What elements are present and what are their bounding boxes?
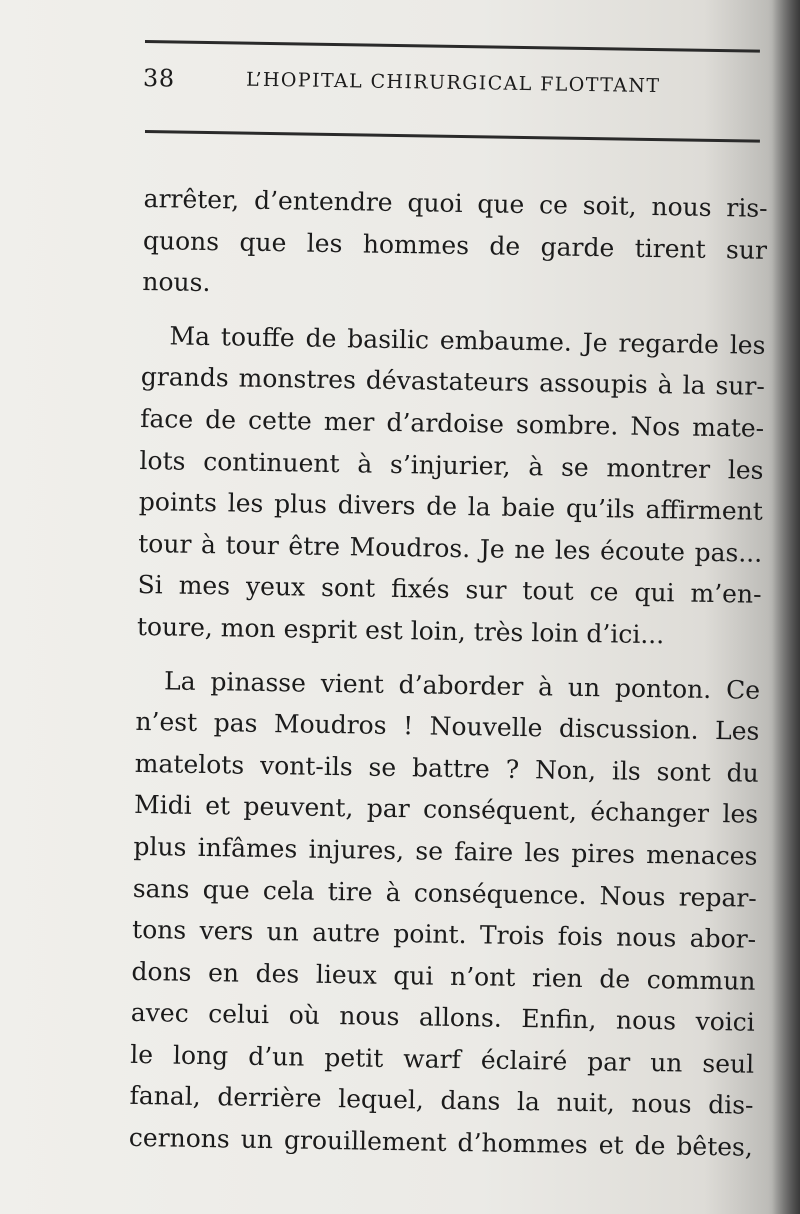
text-line: arrêter, d’entendre quoi que ce soit, nous ris- [143, 183, 768, 223]
page-header [143, 64, 773, 108]
text-line: points les plus divers de la baie qu’ils affirment [138, 487, 764, 526]
page-number: 38 [142, 64, 175, 93]
text-line: plus infâmes injures, se faire les pires menaces [133, 831, 758, 871]
text-line: avec celui où nous allons. Enfin, nous voici [130, 998, 756, 1037]
text-line: quons que les hommes de garde tirent sur [142, 225, 768, 265]
text-line: sans que cela tire à conséquence. Nous repar- [132, 873, 757, 913]
text-line: grands monstres dévastateurs assoupis à la sur- [140, 362, 766, 402]
text-line: lots continuent à s’injurier, à se montrer les [139, 445, 764, 485]
paragraph [142, 178, 768, 313]
text-line: fanal, derrière lequel, dans la nuit, nous dis- [129, 1081, 754, 1121]
text-line: La pinasse vient d’aborder à un ponton. Ce [163, 665, 761, 705]
paragraph [129, 659, 761, 1168]
header-rule-bottom [145, 130, 760, 143]
running-head: L’HOPITAL CHIRURGICAL FLOTTANT [245, 68, 661, 98]
text-line: tons vers un autre point. Trois fois nous abor- [131, 915, 757, 954]
text-line: Si mes yeux sont fixés sur tout ce qui m’en- [137, 570, 762, 610]
text-line: n’est pas Moudros ! Nouvelle discussion. Les [135, 707, 760, 746]
binding-shadow [772, 0, 800, 1214]
text-line: toure, mon esprit est loin, très loin d’ici... [136, 611, 665, 650]
paragraph [137, 315, 766, 658]
text-line: cernons un grouillement d’hommes et de bêtes, [128, 1122, 754, 1162]
text-line: Midi et peuvent, par conséquent, échanger les [133, 790, 759, 830]
body-text [129, 178, 768, 1168]
header-rule-top [145, 40, 760, 53]
text-line: Ma touffe de basilic embaume. Je regarde les [169, 321, 766, 360]
text-line: le long d’un petit warf éclairé par un seul [130, 1039, 755, 1079]
text-line: face de cette mer d’ardoise sombre. Nos mate- [139, 403, 765, 443]
text-line: nous. [142, 267, 211, 298]
text-line: matelots vont-ils se battre ? Non, ils sont du [134, 748, 759, 788]
text-line: dons en des lieux qui n’ont rien de commun [131, 956, 756, 996]
text-line: tour à tour être Moudros. Je ne les écoute pas... [138, 528, 763, 568]
